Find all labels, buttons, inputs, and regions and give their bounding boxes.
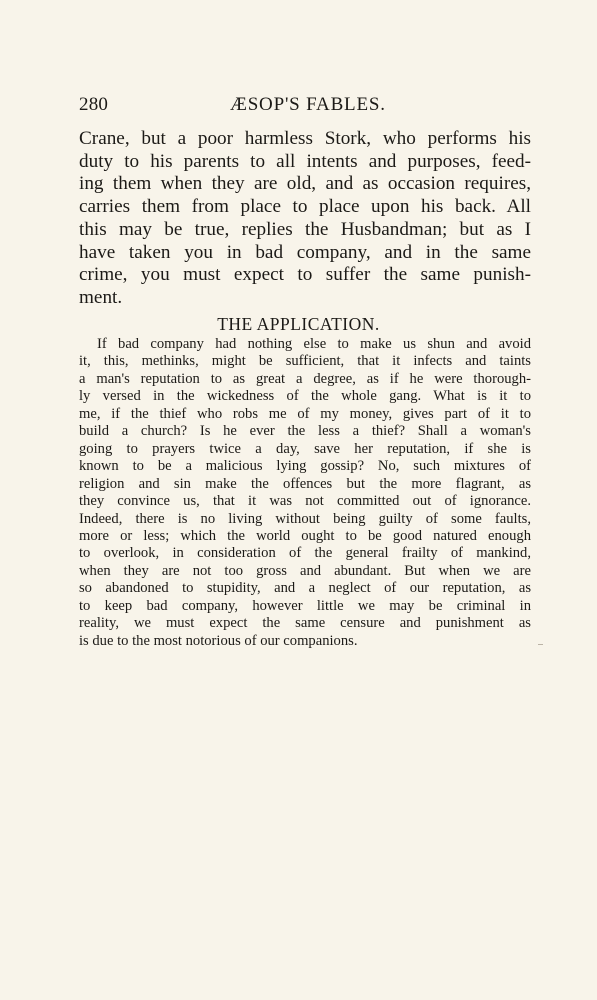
application-text-line: is due to the most notorious of our companions. xyxy=(79,632,358,649)
application-text-line: so abandoned to stupidity, and a neglect of our reputation, as xyxy=(79,580,531,597)
print-mark xyxy=(538,644,543,645)
fable-text-line: Crane, but a poor harmless Stork, who performs his xyxy=(79,128,531,149)
running-title: ÆSOP'S FABLES. xyxy=(230,94,386,115)
fable-text-line: duty to his parents to all intents and purposes, feed- xyxy=(79,150,531,172)
application-text-line: to keep bad company, however little we may be criminal in xyxy=(79,597,531,614)
page-number: 280 xyxy=(79,94,109,115)
application-text xyxy=(79,336,531,650)
application-text-line: more or less; which the world ought to be good natured enough xyxy=(79,527,531,544)
fable-text-line: ment. xyxy=(79,286,123,308)
application-text-line: me, if the thief who robs me of my money, gives part of it to xyxy=(79,405,531,422)
application-text-line: reality, we must expect the same censure and punishment as xyxy=(79,615,531,632)
application-text-line: it, this, methinks, might be sufficient, that it infects and taints xyxy=(79,353,531,370)
application-text-line: they convince us, that it was not committed out of ignorance. xyxy=(79,493,531,510)
application-text-line: Indeed, there is no living without being guilty of some faults, xyxy=(79,510,531,527)
application-text-line: religion and sin make the offences but the more flagrant, as xyxy=(79,475,531,492)
fable-text-line: ing them when they are old, and as occasion requires, xyxy=(79,173,531,195)
fable-text-line: have taken you in bad company, and in the same xyxy=(79,241,531,263)
application-title: THE APPLICATION. xyxy=(217,314,380,334)
application-text-line: when they are not too gross and abundant. But when we are xyxy=(79,562,531,579)
application-text-line: If bad company had nothing else to make us shun and avoid xyxy=(97,336,531,352)
page-header xyxy=(79,94,534,118)
fable-text-line: crime, you must expect to suffer the same punish- xyxy=(79,264,531,286)
fable-text-line: this may be true, replies the Husbandman; but as I xyxy=(79,218,531,240)
fable-text-line: carries them from place to place upon his back. All xyxy=(79,196,531,218)
fable-text xyxy=(79,128,531,310)
application-text-line: ly versed in the wickedness of the whole gang. What is it to xyxy=(79,388,531,405)
application-text-line: going to prayers twice a day, save her reputation, if she is xyxy=(79,440,531,457)
application-text-line: to overlook, in consideration of the general frailty of mankind, xyxy=(79,545,531,562)
application-text-line: build a church? Is he ever the less a thief? Shall a woman's xyxy=(79,423,531,440)
application-text-line: known to be a malicious lying gossip? No, such mixtures of xyxy=(79,458,531,475)
application-text-line: a man's reputation to as great a degree, as if he were thorough- xyxy=(79,370,531,387)
